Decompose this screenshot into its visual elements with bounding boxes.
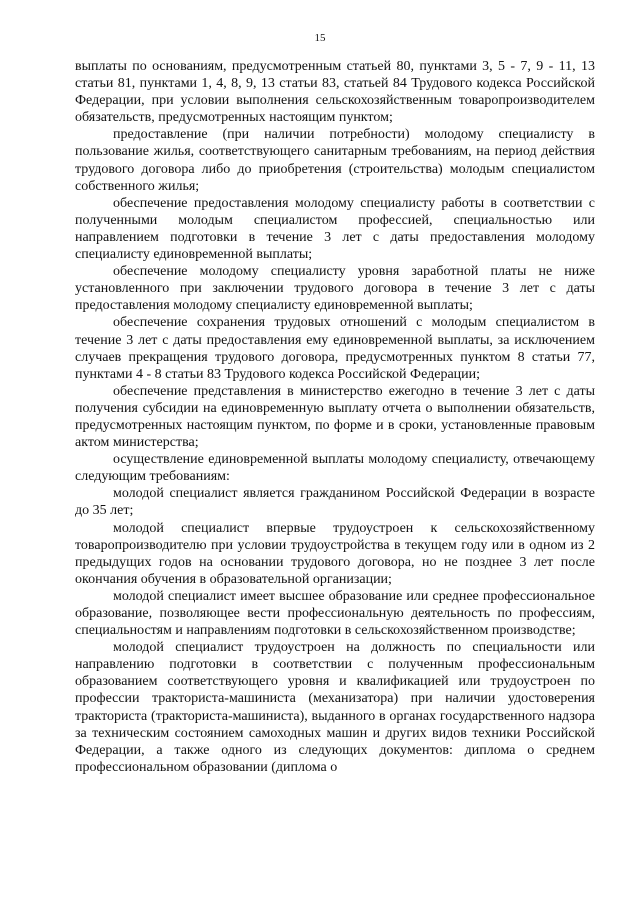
paragraph: обеспечение предоставления молодому специалисту работы в соответствии с полученными молодым специалистом профессией, специальностью или направлением подготовки в течение 3 лет с даты предоставления молодому специалисту единовременной выплаты; [75,195,595,263]
document-body [75,58,595,776]
paragraph: осуществление единовременной выплаты молодому специалисту, отвечающему следующим требованиям: [75,452,595,485]
paragraph: предоставление (при наличии потребности) молодому специалисту в пользование жилья, соответствующего санитарным требованиям, на период действия трудового договора либо до приобретения (строительства) молодым специалистом собственного жилья; [75,127,595,194]
paragraph: молодой специалист имеет высшее образование или среднее профессиональное образование, позволяющее вести профессиональную деятельность по профессиям, специальностям и направлениям подготовки в сельскохозяйственном производстве; [75,588,595,639]
paragraph: обеспечение сохранения трудовых отношений с молодым специалистом в течение 3 лет с даты предоставления ему единовременной выплаты, за исключением случаев прекращения трудового договора, предусмотренных пунктом 8 статьи 77, пунктами 4 - 8 статьи 83 Трудового кодекса Российской Федерации; [75,315,595,382]
paragraph: молодой специалист трудоустроен на должность по специальности или направлению подготовки в соответствии с полученным профессиональным образованием соответствующего уровня и квалификацией или трудоустроен по профессии тракториста-машиниста (механизатора) при наличии удостоверения тракториста (тракториста-машиниста), выданного в органах государственного надзора за техническим состоянием самоходных машин и других видов техники Российской Федерации, а также одного из следующих документов: диплома о среднем профессиональном образовании (диплома о [75,640,595,775]
paragraph: обеспечение представления в министерство ежегодно в течение 3 лет с даты получения субсидии на единовременную выплату отчета о выполнении обязательств, предусмотренных настоящим пунктом, по форме и в сроки, установленные правовым актом министерства; [75,383,595,451]
paragraph: молодой специалист впервые трудоустроен к сельскохозяйственному товаропроизводителю при условии трудоустройства в текущем году или в одном из 2 предыдущих годов на основании трудового договора, но не позднее 3 лет после окончания обучения в образовательной организации; [75,520,595,587]
paragraph: обеспечение молодому специалисту уровня заработной платы не ниже установленного при заключении трудового договора в течение 3 лет с даты предоставления молодому специалисту единовременной выплаты; [75,264,595,314]
paragraph: выплаты по основаниям, предусмотренным статьей 80, пунктами 3, 5 - 7, 9 - 11, 13 статьи 81, пунктами 1, 4, 8, 9, 13 статьи 83, статьей 84 Трудового кодекса Российской Федерации, при условии выполнения сельскохозяйственным товаропроизводителем обязательств, предусмотренных настоящим пунктом; [75,59,595,126]
paragraph: молодой специалист является гражданином Российской Федерации в возрасте до 35 лет; [75,486,595,519]
page-number: 15 [314,32,326,44]
